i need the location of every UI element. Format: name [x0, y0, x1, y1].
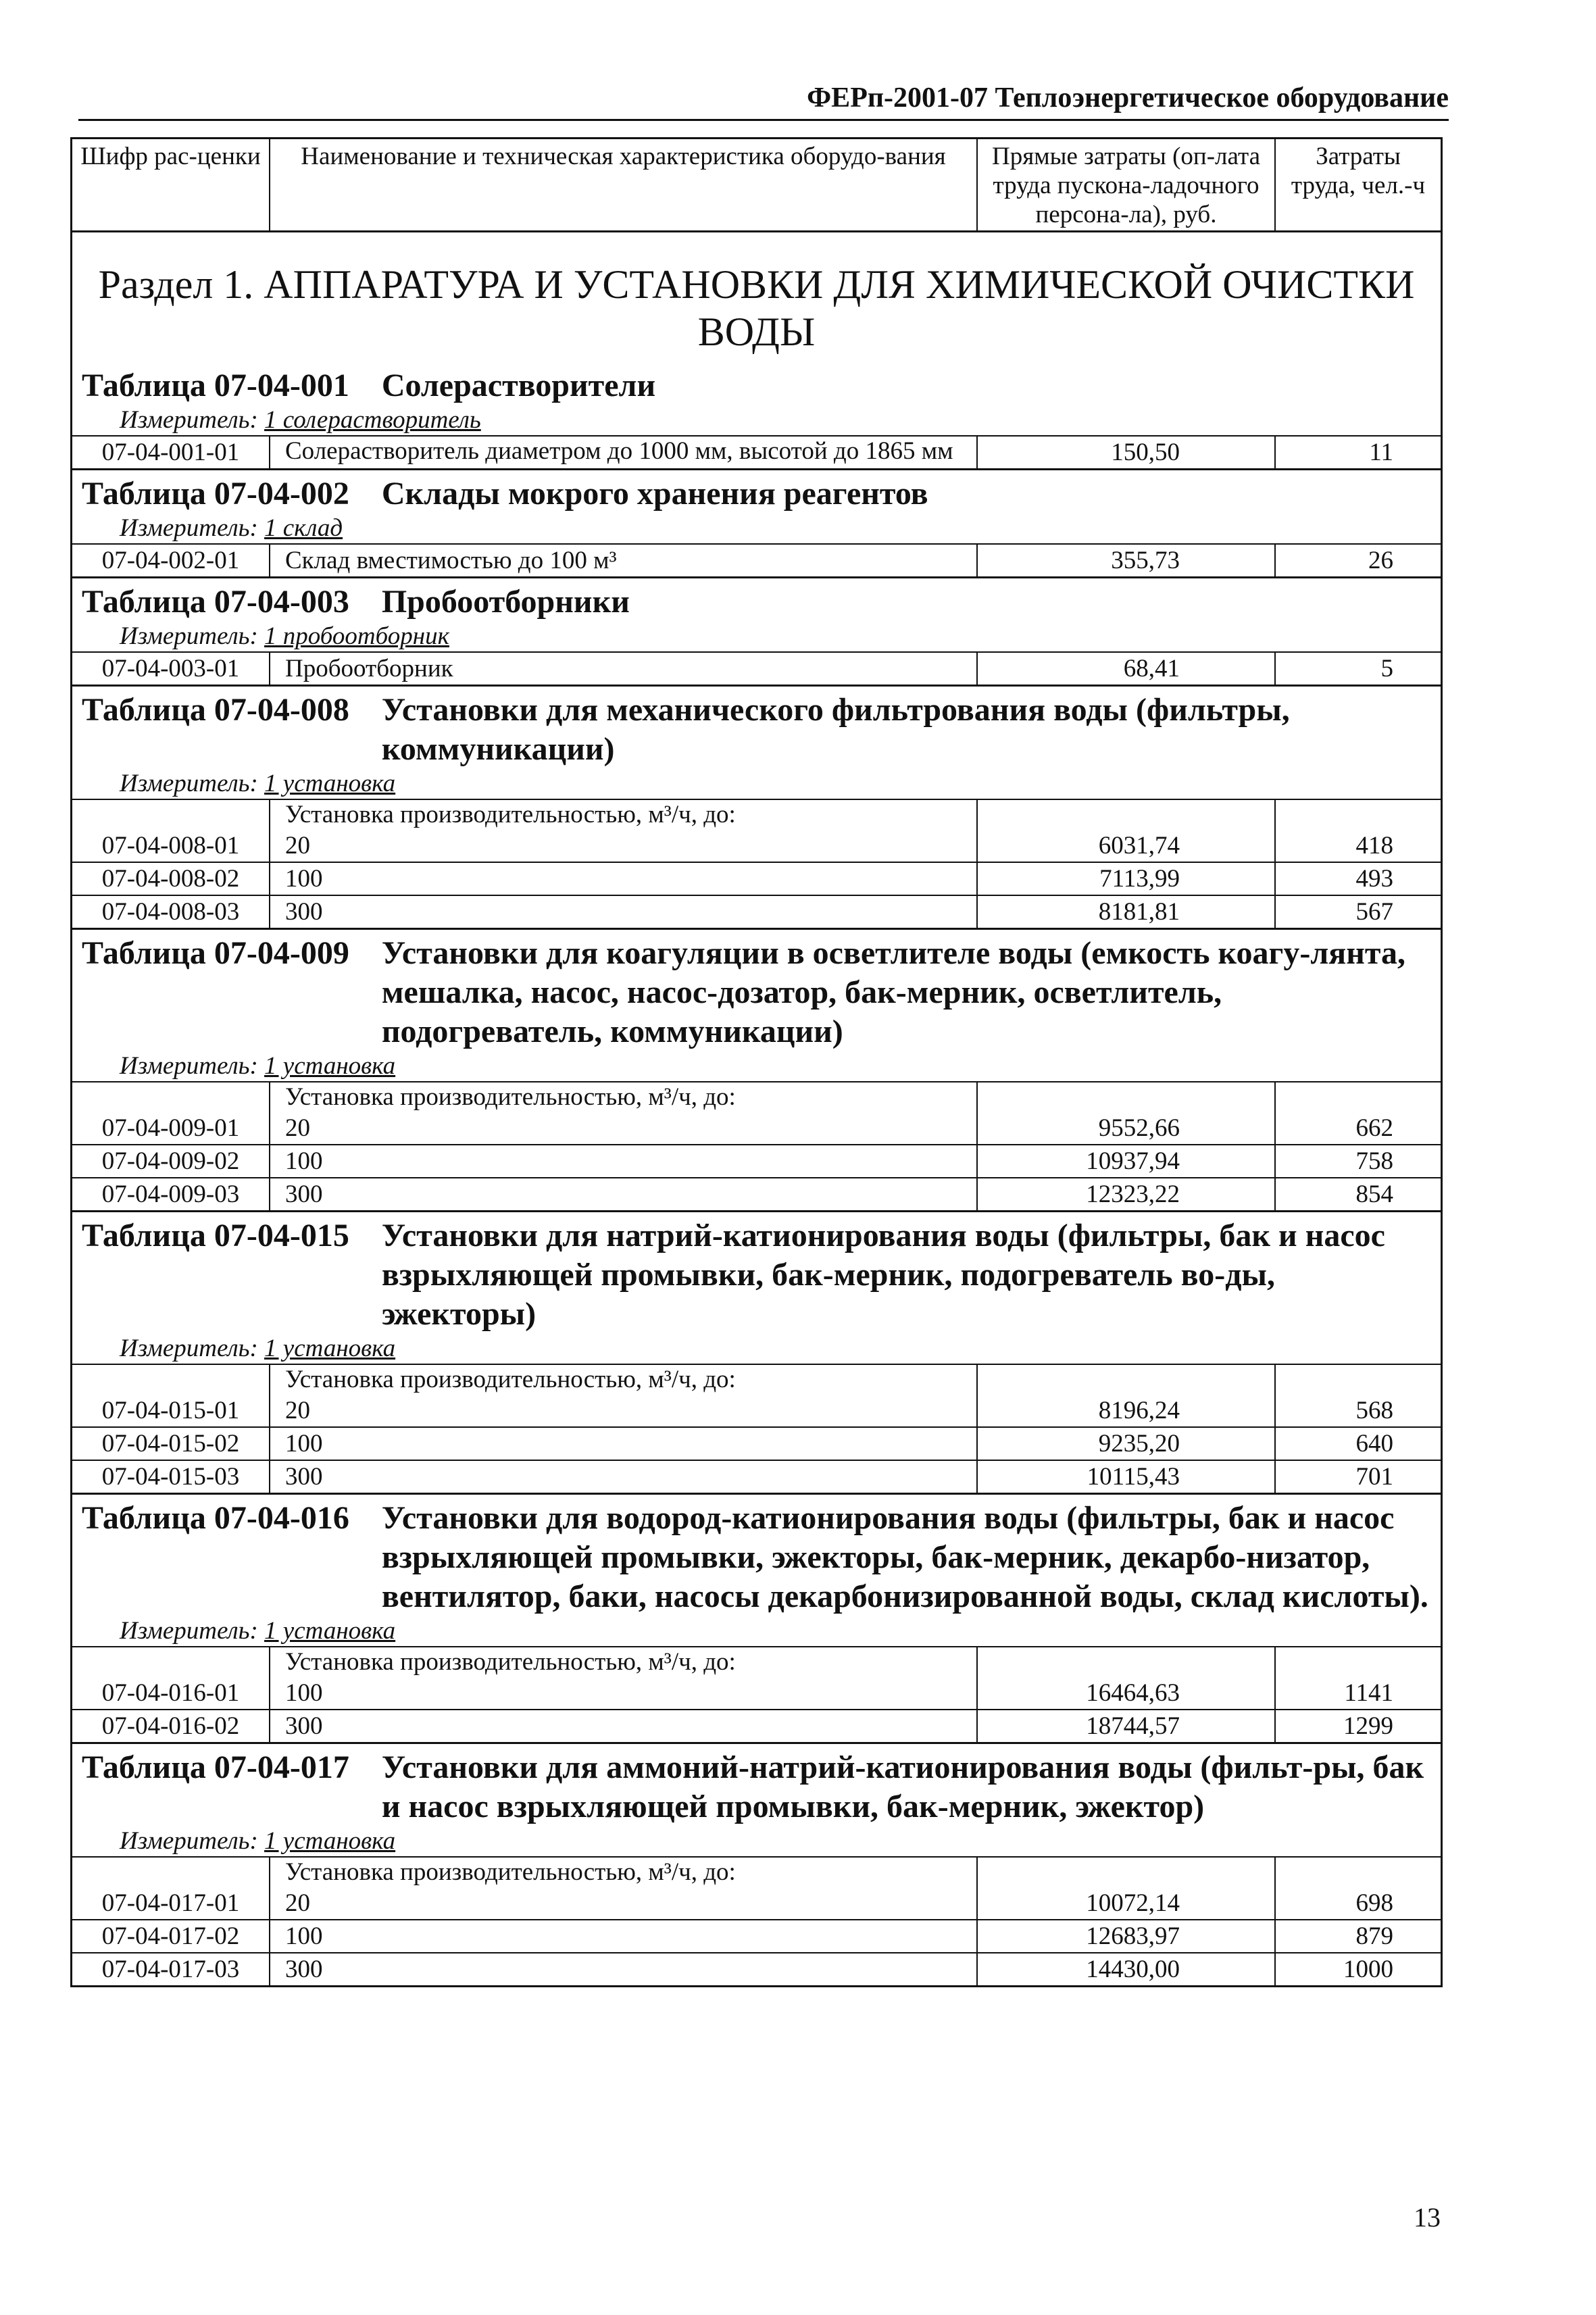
table-row: [72, 830, 1441, 862]
table-heading: [72, 578, 1441, 622]
meter-label: Измеритель:: [120, 1827, 258, 1855]
empty-cell: [1276, 800, 1441, 830]
meter-unit: 1 пробоотборник: [264, 622, 449, 650]
row-code: 07-04-008-02: [72, 863, 270, 895]
table-title: Установки для натрий-катионирования воды (фильтры, бак и насос взрыхляющей промывки, бак-мерник, подогреватель во-ды, эжекторы): [381, 1218, 1385, 1332]
empty-cell: [1276, 1647, 1441, 1677]
table-rows: [72, 435, 1441, 468]
row-code: 07-04-016-01: [72, 1677, 270, 1709]
table-row: [72, 437, 1441, 468]
row-name: 100: [270, 1920, 978, 1952]
table-title: Установки для водород-катионирования воды (фильтры, бак и насос взрыхляющей промывки, эжекторы, бак-мерник, декарбо-низатор, вентилятор, баки, насосы декарбонизированной воды, склад кислоты).: [381, 1500, 1428, 1614]
capacity-caption-row: [72, 1858, 1441, 1887]
row-name: 300: [270, 1178, 978, 1210]
table-title: Солерастворители: [381, 368, 656, 403]
table-rows: [72, 1646, 1441, 1742]
row-code: 07-04-015-03: [72, 1461, 270, 1493]
row-code: 07-04-002-01: [72, 545, 270, 576]
empty-cell: [72, 1082, 270, 1112]
table-number: Таблица 07-04-017: [82, 1749, 349, 1785]
meter-unit: 1 склад: [264, 514, 343, 542]
table-number: Таблица 07-04-008: [82, 692, 349, 728]
table-title: Установки для аммоний-натрий-катионирования воды (фильт-ры, бак и насос взрыхляющей промывки, бак-мерник, эжектор): [381, 1749, 1424, 1824]
row-labor: 26: [1368, 547, 1393, 574]
row-labor: 1141: [1344, 1679, 1393, 1707]
table-row: [72, 1952, 1441, 1985]
meter-line: [72, 1051, 1441, 1081]
row-code: 07-04-001-01: [72, 437, 270, 468]
table-block-07-04-008: [72, 684, 1441, 928]
row-name: 100: [270, 863, 978, 895]
row-labor: 879: [1355, 1922, 1393, 1950]
empty-cell: [978, 1082, 1276, 1112]
row-code: 07-04-003-01: [72, 653, 270, 684]
meter-unit: 1 установка: [264, 1617, 396, 1645]
row-name: Склад вместимостью до 100 м³: [270, 545, 978, 576]
table-row: [72, 545, 1441, 576]
table-block-07-04-016: [72, 1493, 1441, 1742]
meter-unit: 1 солерастворитель: [264, 406, 481, 434]
row-direct-costs: 12323,22: [978, 1178, 1276, 1210]
empty-cell: [72, 1365, 270, 1395]
table-row: [72, 653, 1441, 684]
row-direct-costs: 10115,43: [978, 1461, 1276, 1493]
table-rows: [72, 1081, 1441, 1210]
row-labor: 567: [1355, 898, 1393, 926]
row-labor: 662: [1355, 1114, 1393, 1142]
capacity-caption-row: [72, 1082, 1441, 1112]
row-code: 07-04-015-01: [72, 1395, 270, 1426]
table-rows: [72, 543, 1441, 576]
meter-line: [72, 1334, 1441, 1364]
table-rows: [72, 799, 1441, 928]
row-code: 07-04-008-03: [72, 896, 270, 928]
row-code: 07-04-015-02: [72, 1428, 270, 1460]
running-header: ФЕРп-2001-07 Теплоэнергетическое оборудование: [78, 80, 1449, 121]
row-labor: 568: [1355, 1397, 1393, 1424]
price-table: [70, 137, 1443, 1987]
empty-cell: [1276, 1082, 1441, 1112]
row-name: 300: [270, 1953, 978, 1985]
row-name: 20: [270, 1887, 978, 1919]
row-direct-costs: 6031,74: [978, 830, 1276, 862]
column-header-name: Наименование и техническая характеристика оборудо-вания: [270, 139, 978, 230]
meter-line: [72, 1616, 1441, 1646]
table-heading: [72, 470, 1441, 514]
table-row: [72, 1426, 1441, 1460]
meter-unit: 1 установка: [264, 1827, 396, 1855]
empty-cell: [978, 1858, 1276, 1887]
table-row: [72, 862, 1441, 895]
row-code: 07-04-009-02: [72, 1145, 270, 1177]
row-direct-costs: 10937,94: [978, 1145, 1276, 1177]
table-title: Установки для механического фильтрования воды (фильтры, коммуникации): [381, 692, 1290, 767]
meter-line: [72, 405, 1441, 435]
row-direct-costs: 7113,99: [978, 863, 1276, 895]
table-row: [72, 1144, 1441, 1177]
meter-label: Измеритель:: [120, 622, 258, 650]
table-row: [72, 1709, 1441, 1742]
row-direct-costs: 150,50: [978, 437, 1276, 468]
capacity-caption-row: [72, 1647, 1441, 1677]
table-row: [72, 895, 1441, 928]
row-direct-costs: 14430,00: [978, 1953, 1276, 1985]
table-block-07-04-002: [72, 468, 1441, 576]
row-labor: 698: [1355, 1889, 1393, 1917]
row-labor: 493: [1355, 865, 1393, 893]
row-code: 07-04-016-02: [72, 1710, 270, 1742]
row-code: 07-04-017-02: [72, 1920, 270, 1952]
row-direct-costs: 9552,66: [978, 1112, 1276, 1144]
table-heading: [72, 362, 1441, 405]
row-name: 300: [270, 1461, 978, 1493]
table-row: [72, 1177, 1441, 1210]
row-code: 07-04-008-01: [72, 830, 270, 862]
table-number: Таблица 07-04-001: [82, 368, 349, 403]
row-name: 100: [270, 1677, 978, 1709]
capacity-caption: Установка производительностью, м³/ч, до:: [270, 800, 978, 830]
capacity-caption: Установка производительностью, м³/ч, до:: [270, 1858, 978, 1887]
table-row: [72, 1677, 1441, 1709]
row-direct-costs: 8181,81: [978, 896, 1276, 928]
row-labor: 640: [1355, 1430, 1393, 1458]
table-heading: [72, 1744, 1441, 1826]
row-code: 07-04-009-03: [72, 1178, 270, 1210]
row-labor: 5: [1380, 655, 1393, 682]
row-code: 07-04-009-01: [72, 1112, 270, 1144]
row-labor: 758: [1355, 1147, 1393, 1175]
row-direct-costs: 18744,57: [978, 1710, 1276, 1742]
row-labor: 701: [1355, 1463, 1393, 1491]
table-number: Таблица 07-04-009: [82, 935, 349, 971]
row-labor: 418: [1355, 832, 1393, 860]
row-name: 300: [270, 896, 978, 928]
table-number: Таблица 07-04-002: [82, 476, 349, 512]
meter-label: Измеритель:: [120, 1052, 258, 1080]
empty-cell: [72, 800, 270, 830]
table-block-07-04-009: [72, 928, 1441, 1210]
empty-cell: [72, 1647, 270, 1677]
meter-label: Измеритель:: [120, 406, 258, 434]
column-headers: [72, 139, 1441, 232]
row-direct-costs: 12683,97: [978, 1920, 1276, 1952]
row-code: 07-04-017-03: [72, 1953, 270, 1985]
meter-label: Измеритель:: [120, 1335, 258, 1362]
capacity-caption-row: [72, 800, 1441, 830]
empty-cell: [978, 800, 1276, 830]
row-direct-costs: 68,41: [978, 653, 1276, 684]
row-direct-costs: 16464,63: [978, 1677, 1276, 1709]
capacity-caption-row: [72, 1365, 1441, 1395]
meter-unit: 1 установка: [264, 770, 396, 797]
meter-line: [72, 769, 1441, 799]
table-heading: [72, 1495, 1441, 1616]
table-number: Таблица 07-04-016: [82, 1500, 349, 1536]
table-row: [72, 1887, 1441, 1919]
empty-cell: [978, 1647, 1276, 1677]
row-labor: 1299: [1343, 1712, 1393, 1740]
row-code: 07-04-017-01: [72, 1887, 270, 1919]
row-direct-costs: 8196,24: [978, 1395, 1276, 1426]
table-block-07-04-015: [72, 1210, 1441, 1493]
row-direct-costs: 9235,20: [978, 1428, 1276, 1460]
table-rows: [72, 1364, 1441, 1493]
meter-line: [72, 514, 1441, 543]
table-rows: [72, 651, 1441, 684]
table-row: [72, 1112, 1441, 1144]
row-name: 20: [270, 1395, 978, 1426]
row-direct-costs: 355,73: [978, 545, 1276, 576]
table-block-07-04-001: [72, 362, 1441, 468]
meter-line: [72, 622, 1441, 651]
table-row: [72, 1460, 1441, 1493]
table-heading: [72, 930, 1441, 1051]
table-title: Склады мокрого хранения реагентов: [381, 476, 928, 512]
empty-cell: [978, 1365, 1276, 1395]
table-rows: [72, 1856, 1441, 1985]
empty-cell: [72, 1858, 270, 1887]
table-number: Таблица 07-04-003: [82, 584, 349, 620]
row-name: 300: [270, 1710, 978, 1742]
table-heading: [72, 687, 1441, 769]
meter-line: [72, 1826, 1441, 1856]
table-title: Пробоотборники: [381, 584, 630, 620]
column-header-code: Шифр рас-ценки: [72, 139, 270, 230]
column-header-labor: Затраты труда, чел.-ч: [1291, 143, 1426, 199]
capacity-caption: Установка производительностью, м³/ч, до:: [270, 1082, 978, 1112]
capacity-caption: Установка производительностью, м³/ч, до:: [270, 1365, 978, 1395]
section-title: Раздел 1. АППАРАТУРА И УСТАНОВКИ ДЛЯ ХИМИЧЕСКОЙ ОЧИСТКИ ВОДЫ: [98, 262, 1415, 354]
table-number: Таблица 07-04-015: [82, 1218, 349, 1253]
table-heading: [72, 1212, 1441, 1334]
meter-label: Измеритель:: [120, 1617, 258, 1645]
meter-unit: 1 установка: [264, 1052, 396, 1080]
table-row: [72, 1919, 1441, 1952]
capacity-caption: Установка производительностью, м³/ч, до:: [270, 1647, 978, 1677]
row-name: Солерастворитель диаметром до 1000 мм, высотой до 1865 мм: [270, 437, 978, 468]
table-row: [72, 1395, 1441, 1426]
row-name: 100: [270, 1145, 978, 1177]
row-labor: 11: [1369, 439, 1393, 466]
table-title: Установки для коагуляции в осветлителе воды (емкость коагу-лянта, мешалка, насос, насос-дозатор, бак-мерник, осветлитель, подогреватель, коммуникации): [381, 935, 1406, 1049]
row-name: 100: [270, 1428, 978, 1460]
empty-cell: [1276, 1858, 1441, 1887]
row-direct-costs: 10072,14: [978, 1887, 1276, 1919]
row-name: 20: [270, 1112, 978, 1144]
row-labor: 854: [1355, 1180, 1393, 1208]
page-number: 13: [1414, 2202, 1441, 2233]
table-block-07-04-003: [72, 576, 1441, 684]
column-header-direct-costs: Прямые затраты (оп-лата труда пускона-ладочного персона-ла), руб.: [978, 139, 1276, 230]
table-block-07-04-017: [72, 1742, 1441, 1985]
row-name: 20: [270, 830, 978, 862]
meter-unit: 1 установка: [264, 1335, 396, 1362]
meter-label: Измеритель:: [120, 770, 258, 797]
empty-cell: [1276, 1365, 1441, 1395]
row-labor: 1000: [1343, 1956, 1393, 1983]
row-name: Пробоотборник: [270, 653, 978, 684]
meter-label: Измеритель:: [120, 514, 258, 542]
